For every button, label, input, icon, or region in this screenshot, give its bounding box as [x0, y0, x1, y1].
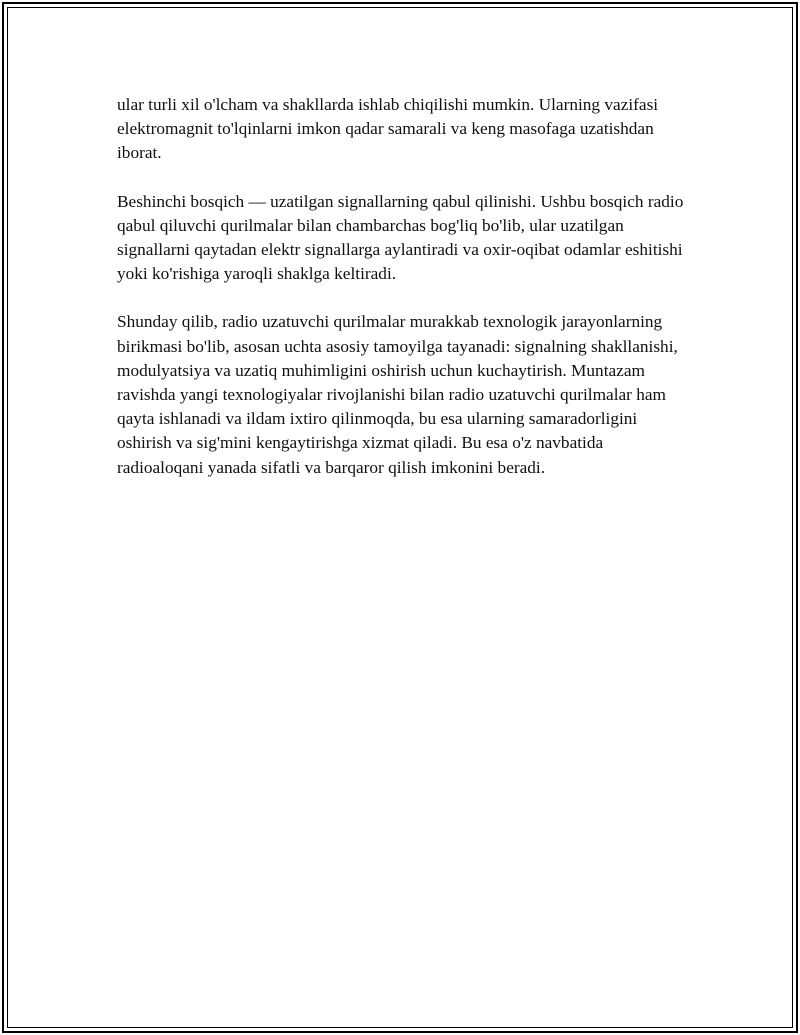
document-body: [117, 93, 687, 504]
paragraph-3: Shunday qilib, radio uzatuvchi qurilmalar murakkab texnologik jarayonlarning birikmasi bo'lib, asosan uchta asosiy tamoyilga tayanadi: signalning shakllanishi, modulyatsiya va uzatiq muhimligini oshirish uchun kuchaytirish. Muntazam ravishda yangi texnologiyalar rivojlanishi bilan radio uzatuvchi qurilmalar ham qayta ishlanadi va ildam ixtiro qilinmoqda, bu esa ularning samaradorligini oshirish va sig'mini kengaytirishga xizmat qiladi. Bu esa o'z navbatida radioaloqani yanada sifatli va barqaror qilish imkonini beradi.: [117, 312, 678, 477]
paragraph-2: Beshinchi bosqich — uzatilgan signallarning qabul qilinishi. Ushbu bosqich radio qabul qiluvchi qurilmalar bilan chambarchas bog'liq bo'lib, ular uzatilgan signallarni qaytadan elektr signallarga aylantiradi va oxir-oqibat odamlar eshitishi yoki ko'rishiga yaroqli shaklga keltiradi.: [117, 191, 684, 284]
paragraph-1: ular turli xil o'lcham va shakllarda ishlab chiqilishi mumkin. Ularning vazifasi elektromagnit to'lqinlarni imkon qadar samarali va keng masofaga uzatishdan iborat.: [117, 95, 659, 163]
